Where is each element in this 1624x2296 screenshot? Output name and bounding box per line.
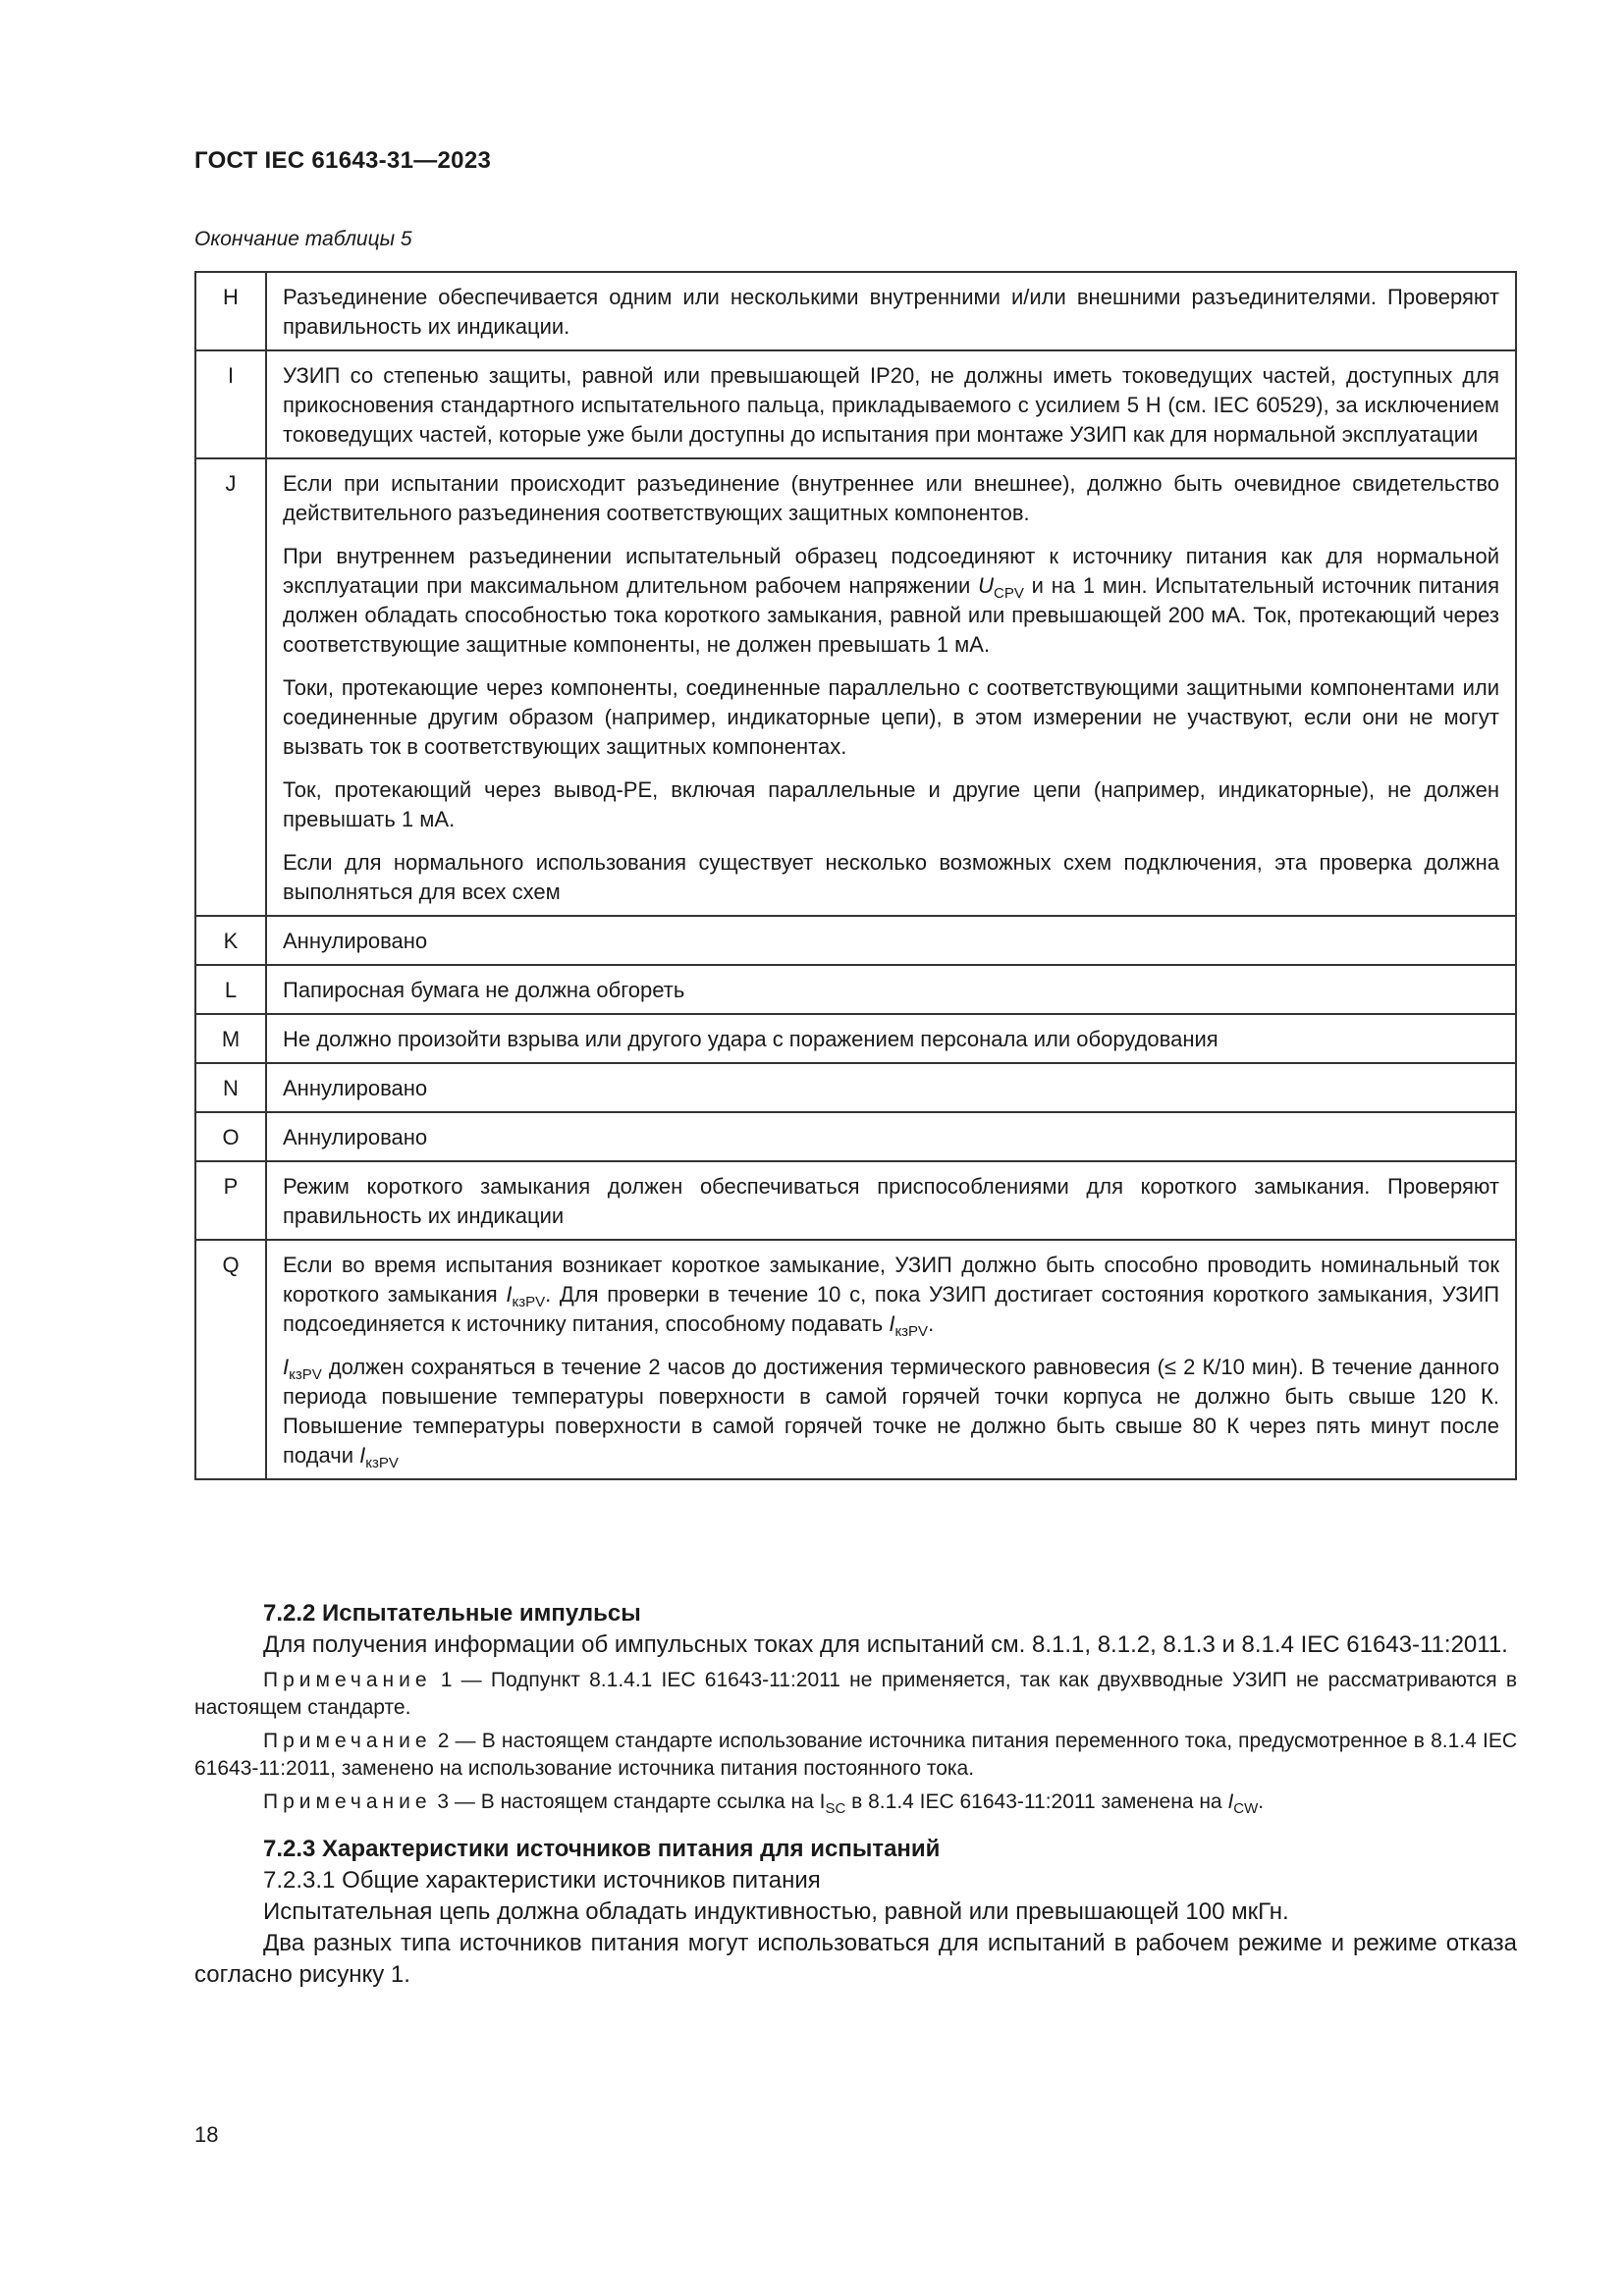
row-text [266, 965, 1516, 1014]
row-text [266, 458, 1516, 916]
table-row [195, 1240, 1516, 1479]
row-code: L [195, 965, 266, 1014]
table-row [195, 1014, 1516, 1063]
row-paragraph: Режим короткого замыкания должен обеспечиваться приспособлениями для короткого замыкания. Проверяют правильность их индикации [283, 1174, 1499, 1228]
row-paragraph: Токи, протекающие через компоненты, соединенные параллельно с соответствующими защитными компонентами или соединенные другим образом (например, индикаторные цепи), в этом измерении не участвуют, если они не могут вызвать ток в соответствующих защитных компонентах. [283, 675, 1499, 759]
row-code: I [195, 350, 266, 458]
note [194, 1728, 1517, 1783]
row-text [266, 272, 1516, 350]
row-text [266, 1112, 1516, 1161]
row-code: M [195, 1014, 266, 1063]
row-paragraph: $I_{кзPV}$ должен сохраняться в течение 2 часов до достижения термического равновесия (≤ 2 К/10 мин). В течение данного периода повышение температуры поверхности в самой горячей точки корпуса не должно быть свыше 120 К. Повышение температуры поверхности в самой горячей точке не должно быть свыше 80 К через пять минут после подачи $I_{кзPV}$ [283, 1355, 1499, 1471]
row-code: O [195, 1112, 266, 1161]
row-paragraph: Аннулировано [283, 929, 428, 953]
table-caption: Окончание таблицы 5 [194, 228, 412, 250]
table-row [195, 1112, 1516, 1161]
table-row [195, 1161, 1516, 1240]
row-text [266, 350, 1516, 458]
row-code: H [195, 272, 266, 350]
body-text [194, 1598, 1517, 1991]
row-text [266, 1240, 1516, 1479]
note-text: 2 — В настоящем стандарте использование источника питания переменного тока, предусмотренное в 8.1.4 IEC 61643-11:2011, заменено на использование источника питания постоянного тока. [194, 1730, 1517, 1780]
row-paragraph: УЗИП со степенью защиты, равной или превышающей IP20, не должны иметь токоведущих частей, доступных для прикосновения стандартного испытательного пальца, прикладываемого с усилием 5 Н (см. IEC 60529), за исключением токоведущих частей, которые уже были доступны до испытания при монтаже УЗИП как для нормальной эксплуатации [283, 363, 1499, 447]
page-number: 18 [194, 2122, 219, 2147]
row-text [266, 1063, 1516, 1112]
document-page [194, 0, 1517, 2296]
section-text-7-2-2: Для получения информации об импульсных токах для испытаний см. 8.1.1, 8.1.2, 8.1.3 и 8.1.4 IEC 61643-11:2011. [263, 1631, 1508, 1658]
row-paragraph: Аннулировано [283, 1076, 428, 1100]
table-body [195, 272, 1516, 1479]
note-label: Примечание [263, 1730, 432, 1752]
row-paragraph: Разъединение обеспечивается одним или несколькими внутренними и/или внешними разъединителями. Проверяют правильность их индикации. [283, 285, 1499, 339]
row-code: J [195, 458, 266, 916]
section-heading-7-2-3: 7.2.3 Характеристики источников питания для испытаний [263, 1836, 941, 1862]
row-code: Q [195, 1240, 266, 1479]
document-header: ГОСТ IEC 61643-31—2023 [194, 147, 492, 174]
row-code: N [195, 1063, 266, 1112]
section-heading-7-2-2: 7.2.2 Испытательные импульсы [263, 1600, 641, 1627]
note [194, 1667, 1517, 1722]
note-label: Примечание [263, 1669, 432, 1691]
note-label: Примечание [263, 1790, 432, 1813]
row-paragraph: Аннулировано [283, 1125, 428, 1149]
row-text [266, 916, 1516, 965]
row-code: K [195, 916, 266, 965]
table-row [195, 965, 1516, 1014]
row-paragraph: Если во время испытания возникает короткое замыкание, УЗИП должно быть способно проводить номинальный ток короткого замыкания $I_{кзPV}$. Для проверки в течение 10 с, пока УЗИП достигает состояния короткого замыкания, УЗИП подсоединяется к источнику питания, способному подавать $I_{кзPV}$. [283, 1253, 1500, 1340]
table-row [195, 350, 1516, 458]
note-text: 1 — Подпункт 8.1.4.1 IEC 61643-11:2011 не применяется, так как двухвводные УЗИП не рассматриваются в настоящем стандарте. [194, 1669, 1517, 1719]
row-paragraph: Если при испытании происходит разъединение (внутреннее или внешнее), должно быть очевидное свидетельство действительного разъединения соответствующих защитных компонентов. [283, 471, 1499, 525]
table-row [195, 458, 1516, 916]
table-5 [194, 271, 1517, 1480]
row-paragraph: Не должно произойти взрыва или другого удара с поражением персонала или оборудования [283, 1027, 1218, 1051]
row-paragraph: Если для нормального использования существует несколько возможных схем подключения, эта проверка должна выполняться для всех схем [283, 850, 1499, 904]
row-code: P [195, 1161, 266, 1240]
table-row [195, 916, 1516, 965]
section-paragraph: Испытательная цепь должна обладать индуктивностью, равной или превышающей 100 мкГн. [263, 1898, 1289, 1925]
row-text [266, 1014, 1516, 1063]
row-paragraph: Ток, протекающий через вывод-PE, включая параллельные и другие цепи (например, индикаторные), не должен превышать 1 мА. [283, 777, 1499, 831]
section-paragraph: Два разных типа источников питания могут использоваться для испытаний в рабочем режиме и режиме отказа согласно рисунку 1. [194, 1930, 1517, 1988]
row-paragraph: При внутреннем разъединении испытательный образец подсоединяют к источнику питания как для нормальной эксплуатации при максимальном длительном рабочем напряжении $U_{CPV}$ и на 1 мин. Испытательный источник питания должен обладать способностью тока короткого замыкания, равной или превышающей 200 мА. Ток, протекающий через соответствующие защитные компоненты, не должен превышать 1 мА. [283, 544, 1499, 657]
notes-list [194, 1667, 1517, 1816]
table-row [195, 272, 1516, 350]
table-row [195, 1063, 1516, 1112]
row-paragraph: Папиросная бумага не должна обгореть [283, 978, 685, 1002]
note [194, 1789, 1517, 1816]
row-text [266, 1161, 1516, 1240]
subsection-heading-7-2-3-1: 7.2.3.1 Общие характеристики источников питания [263, 1867, 821, 1894]
note-text: 3 — В настоящем стандарте ссылка на $I_{SC}$ в 8.1.4 IEC 61643-11:2011 заменена на $I_{CW}$. [431, 1790, 1265, 1817]
